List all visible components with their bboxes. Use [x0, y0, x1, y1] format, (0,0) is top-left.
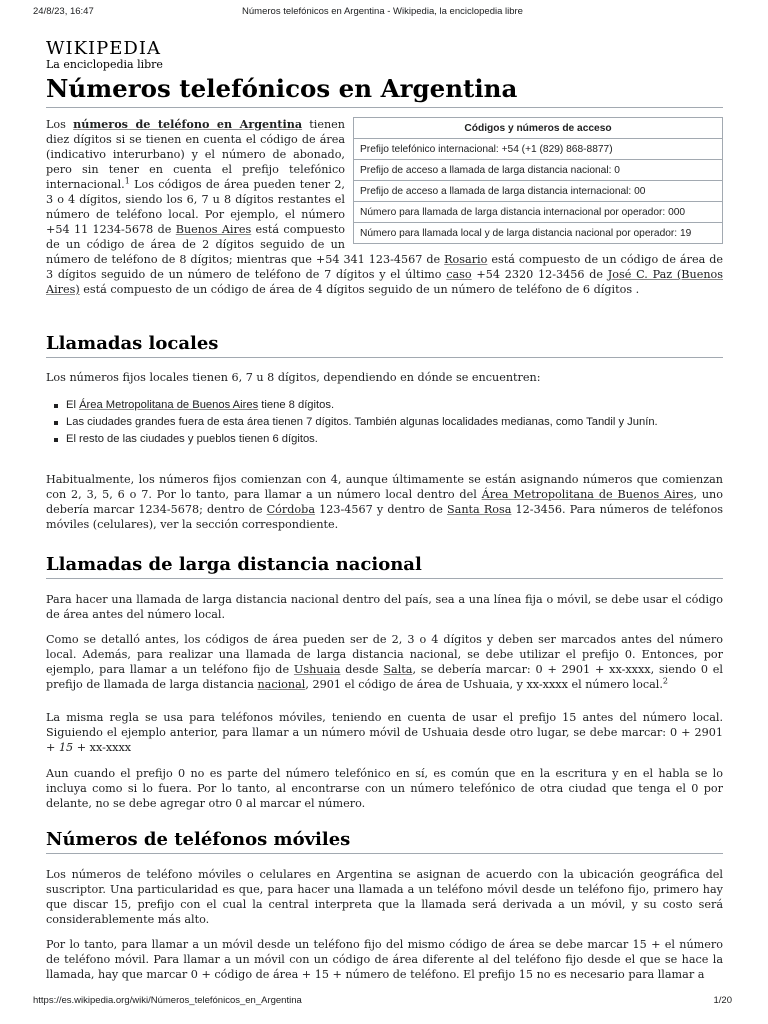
list-item: Las ciudades grandes fuera de esta área tienen 7 dígitos. También algunas localidades medianas, como Tandil y Junín. — [66, 415, 743, 430]
nacional-p2: Como se detalló antes, los códigos de área pueden ser de 2, 3 o 4 dígitos y deben ser marcados antes del número local. Además, para realizar una llamada de larga distancia nacional, se debe utilizar el prefijo 0. Entonces, por ejemplo, para llamar a un teléfono fijo de Ushuaia desde Salta, se debería marcar: 0 + 2901 + xx-xxxx, siendo 0 el prefijo de llamada de larga distancia nacional, 2901 el código de área de Ushuaia, y xx-xxxx el número local.$^2$ — [46, 633, 723, 691]
moviles-p1: Los números de teléfono móviles o celulares en Argentina se asignan de acuerdo con la ubicación geográfica del suscriptor. Una particularidad es que, para hacer una llamada a un teléfono móvil desde un teléfono fijo, primero hay que discar 15, prefijo con el cual la central interpreta que la llamada será derivada a un móvil, y su costo será considerablemente más alto. — [46, 868, 723, 926]
infobox-row: Número para llamada local y de larga distancia nacional por operador: 19 — [354, 223, 723, 244]
ref-2[interactable]: 2 — [662, 676, 668, 686]
print-page-number: 1/20 — [713, 995, 732, 1006]
locales-intro: Los números fijos locales tienen 6, 7 u 8 dígitos, dependiendo en dónde se encuentren: — [46, 371, 541, 384]
moviles-p2: Por lo tanto, para llamar a un móvil desde un teléfono fijo del mismo código de área se debe marcar 15 + el número de teléfono móvil. Para llamar a un móvil con un código de área diferente al del teléfono fijo desde el que se hace la llamada, hay que marcar 0 + código de área + 15 + número de teléfono. El prefijo 15 no es necesario para llamar a — [46, 938, 723, 981]
page-title: Números telefónicos en Argentina — [46, 73, 723, 108]
infobox — [353, 117, 723, 244]
link-caso[interactable]: caso — [446, 268, 472, 281]
link-nacional[interactable]: nacional — [257, 678, 306, 691]
logo-tagline: La enciclopedia libre — [46, 58, 163, 71]
link-salta[interactable]: Salta — [383, 663, 413, 676]
link-amba[interactable]: Área Metropolitana de Buenos Aires — [79, 399, 259, 411]
heading-larga-distancia: Llamadas de larga distancia nacional — [46, 552, 723, 579]
intro-paragraph: Los números de teléfono en Argentina tienen diez dígitos si se tienen en cuenta el código de área (indicativo interurbano) y el número de abonado, pero sin tener en cuenta el prefijo telefónico internacional.$^1$ Los códigos de área pueden tener 2, 3 o 4 dígitos, siendo los 6, 7 u 8 dígitos restantes el número de teléfono local. Por ejemplo, el número +54 11 1234-5678 de Buenos Aires está compuesto de un código de área de 2 dígitos seguido de un número de teléfono de 8 dígitos; mientras que +54 341 123-4567 de Rosario está compuesto de un código de área de 3 dígitos seguido de un número de teléfono de 7 dígitos y el último caso +54 2320 12-3456 de José C. Paz (Buenos Aires) está compuesto de un código de área de 4 dígitos seguido de un número de teléfono de 6 dígitos . — [46, 117, 724, 296]
infobox-header: Códigos y números de acceso — [354, 118, 723, 139]
print-doc-title: Números telefónicos en Argentina - Wikipedia, la enciclopedia libre — [242, 6, 523, 17]
link-santa-rosa[interactable]: Santa Rosa — [446, 503, 512, 516]
print-datetime: 24/8/23, 16:47 — [33, 6, 94, 17]
link-buenos-aires[interactable]: Buenos Aires — [175, 223, 252, 236]
link-jose-c-paz[interactable]: José C. Paz (Buenos Aires) — [46, 268, 724, 296]
heading-llamadas-locales: Llamadas locales — [46, 331, 723, 358]
print-url: https://es.wikipedia.org/wiki/Números_telefónicos_en_Argentina — [33, 995, 302, 1006]
infobox-row: Prefijo de acceso a llamada de larga distancia internacional: 00 — [354, 181, 723, 202]
wikipedia-logo[interactable] — [46, 40, 723, 70]
nacional-p3: La misma regla se usa para teléfonos móviles, teniendo en cuenta de usar el prefijo 15 antes del número local. Siguiendo el ejemplo anterior, para llamar a un número móvil de Ushuaia desde otro lugar, se debe marcar: 0 + 2901 + 15 + xx-xxxx — [46, 711, 723, 754]
print-header — [33, 6, 732, 17]
list-item: El Área Metropolitana de Buenos Aires tiene 8 dígitos. — [66, 398, 743, 413]
nacional-p4: Aun cuando el prefijo 0 no es parte del número telefónico en sí, es común que en la escritura y en el habla se lo incluya como si lo fuera. Por lo tanto, al encontrarse con un número telefónico de otra ciudad que tenga el 0 por delante, no se debe agregar otro 0 al marcar el número. — [46, 767, 723, 810]
infobox-row: Número para llamada de larga distancia internacional por operador: 000 — [354, 202, 723, 223]
link-ushuaia[interactable]: Ushuaia — [293, 663, 341, 676]
intro-section — [46, 117, 723, 297]
locales-list — [46, 398, 743, 449]
link-cordoba[interactable]: Córdoba — [266, 503, 315, 516]
logo-wordmark: WIKIPEDIA — [46, 38, 161, 59]
link-numeros-de-telefono[interactable]: números de teléfono en Argentina — [73, 117, 303, 131]
heading-moviles: Números de teléfonos móviles — [46, 827, 723, 854]
list-item: El resto de las ciudades y pueblos tienen 6 dígitos. — [66, 432, 743, 447]
link-rosario[interactable]: Rosario — [444, 253, 488, 266]
nacional-p1: Para hacer una llamada de larga distancia nacional dentro del país, sea a una línea fija o móvil, se debe usar el código de área antes del número local. — [46, 593, 723, 621]
article — [46, 38, 724, 981]
infobox-row: Prefijo telefónico internacional: +54 (+1 (829) 868-8877) — [354, 139, 723, 160]
link-amba-2[interactable]: Área Metropolitana de Buenos Aires — [481, 488, 694, 501]
print-footer — [33, 995, 732, 1006]
locales-paragraph: Habitualmente, los números fijos comienzan con 4, aunque últimamente se están asignando números que comienzan con 2, 3, 5, 6 o 7. Por lo tanto, para llamar a un número local dentro del Área Metropolitana de Buenos Aires, uno debería marcar 1234-5678; dentro de Córdoba 123-4567 y dentro de Santa Rosa 12-3456. Para números de teléfonos móviles (celulares), ver la sección correspondiente. — [46, 473, 723, 531]
infobox-row: Prefijo de acceso a llamada de larga distancia nacional: 0 — [354, 160, 723, 181]
ref-1[interactable]: 1 — [124, 176, 130, 186]
